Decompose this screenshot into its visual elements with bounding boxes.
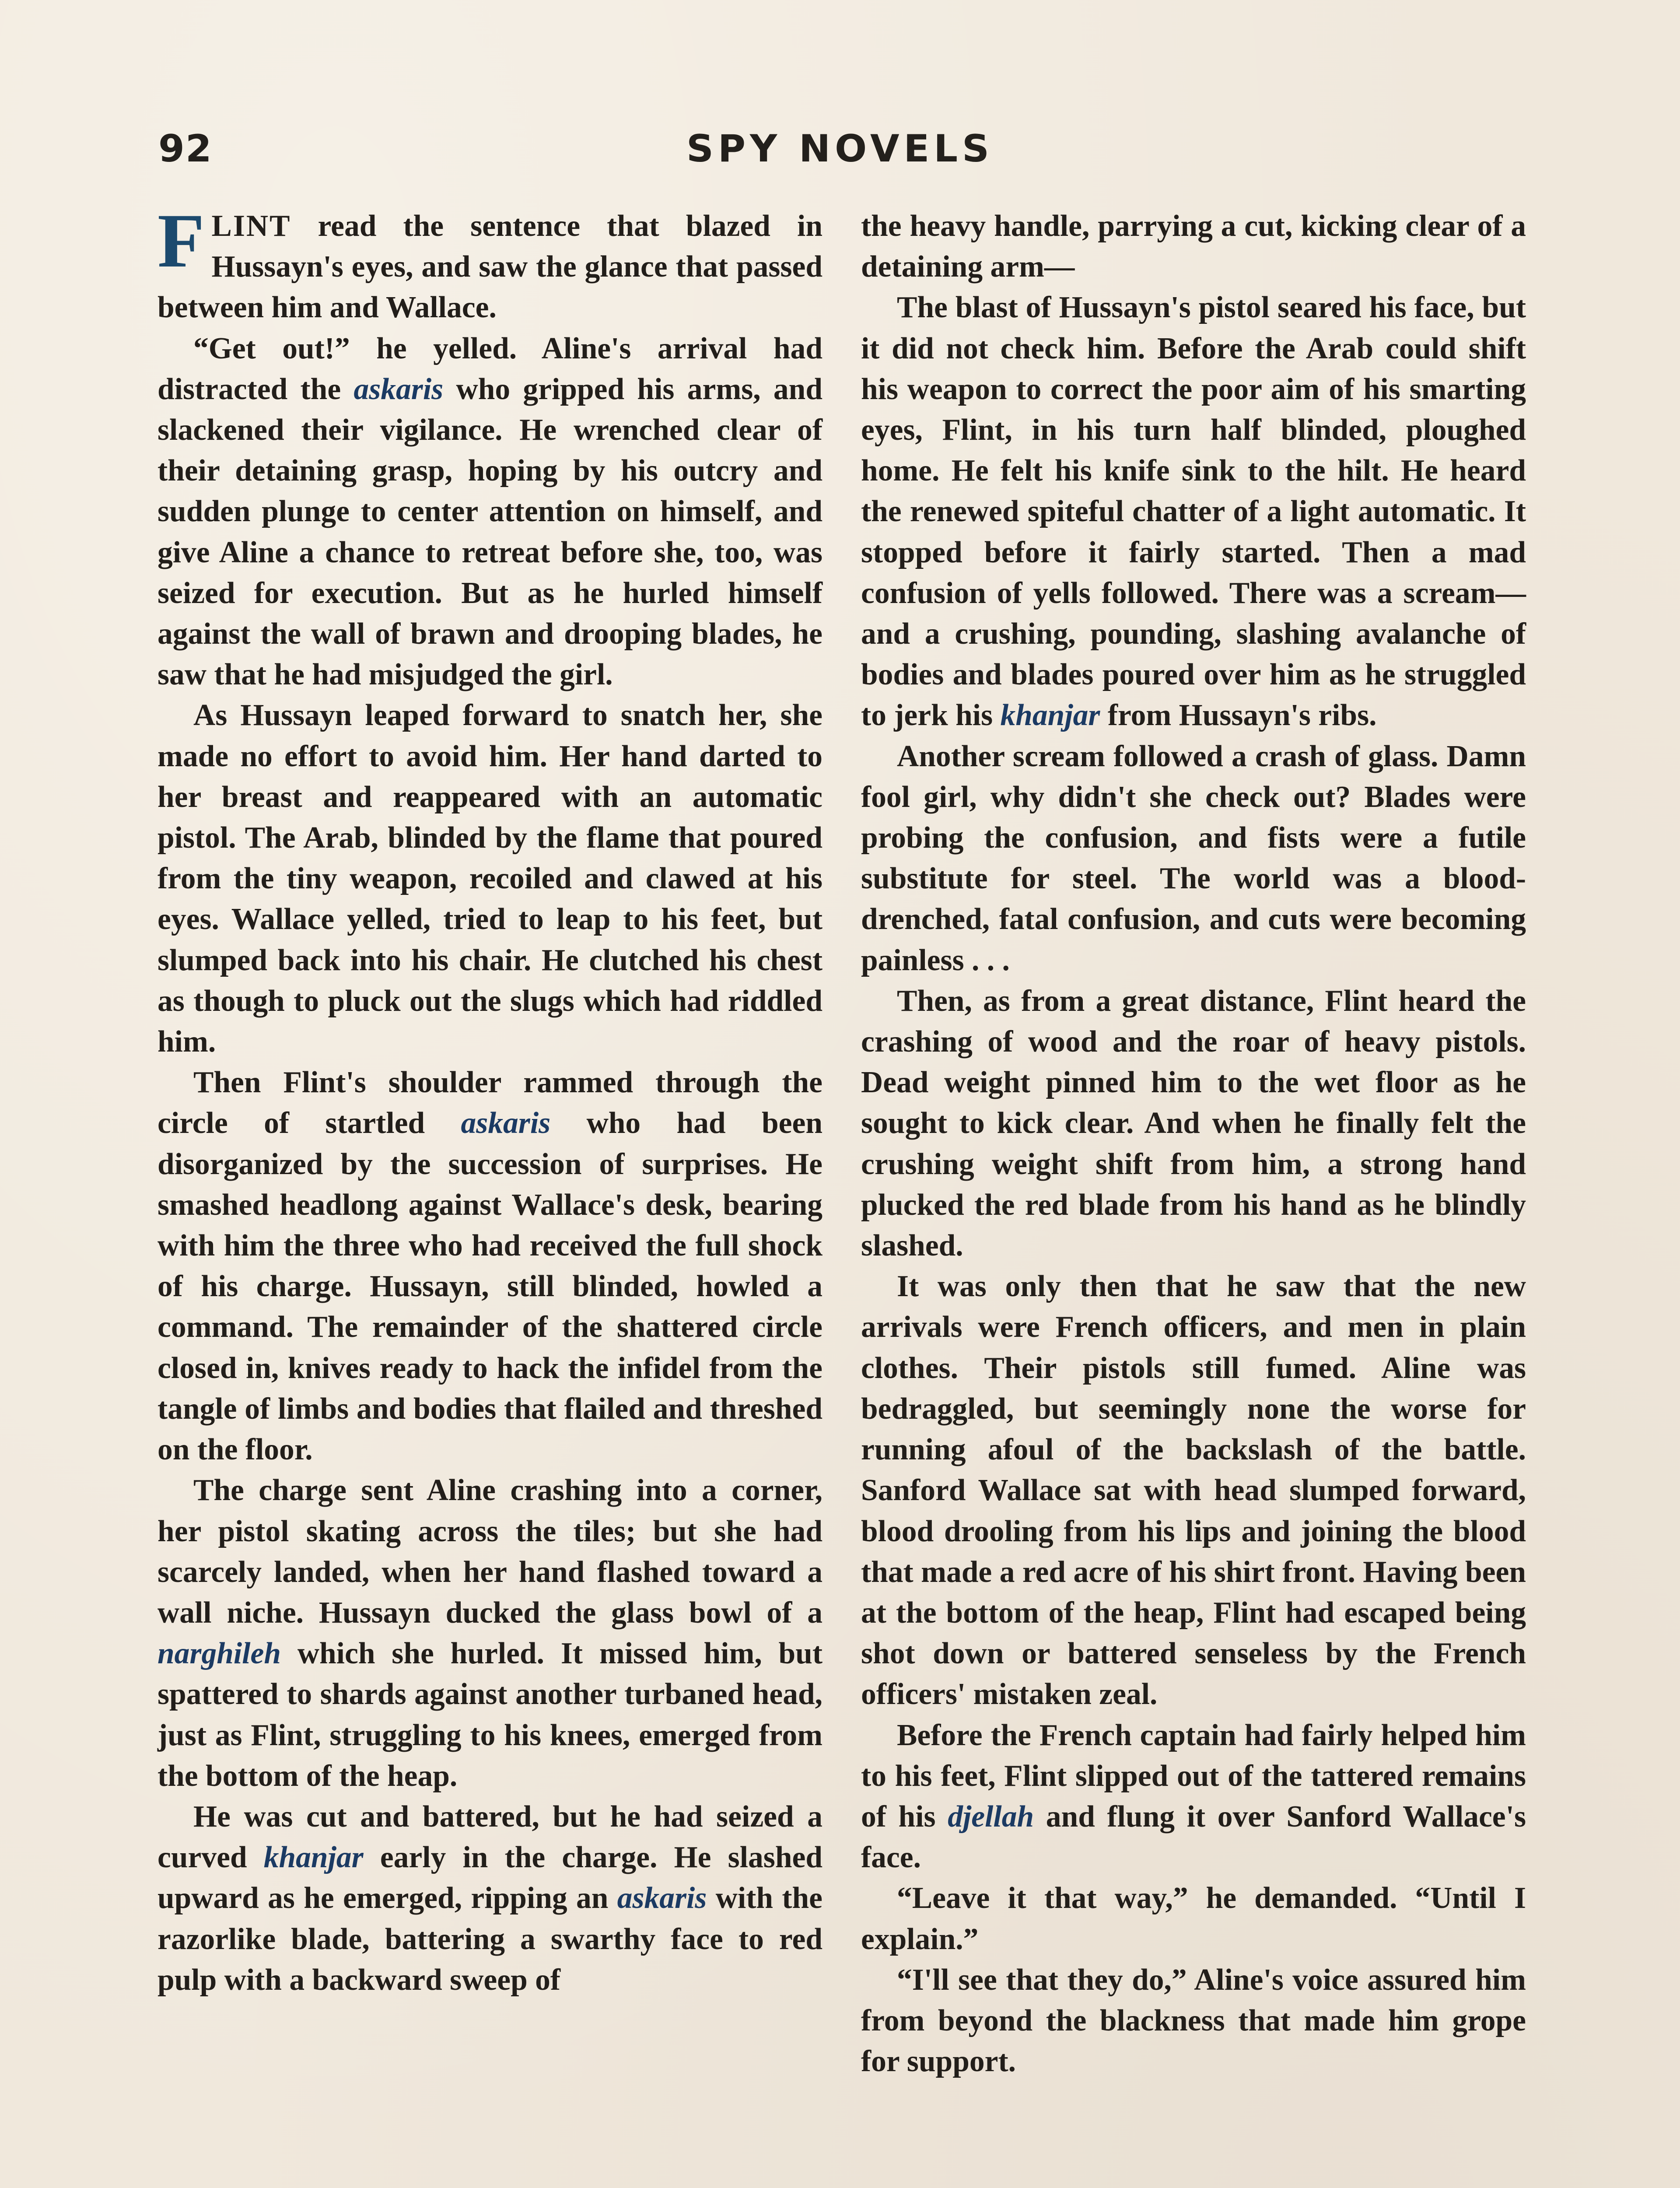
paragraph-text: Then Flint's shoulder rammed through the circle of startled — [158, 1066, 822, 1140]
paragraph — [861, 1715, 1526, 1878]
text-column-left — [158, 198, 822, 2000]
paragraph-text: which she hurled. It missed him, but spattered to shards against another turbaned head, just as Flint, struggling to his knees, emerged from the bottom of the heap. — [158, 1637, 822, 1793]
paragraph-text: with the razorlike blade, battering a swarthy face to red pulp with a backward sweep of — [158, 1881, 822, 1997]
paragraph — [158, 198, 822, 328]
italic-term: askaris — [354, 372, 444, 406]
paragraph-text: from Hussayn's ribs. — [1100, 698, 1377, 733]
paragraph-text: “Get out!” he yelled. Aline's arrival had distracted the — [158, 331, 822, 406]
paragraph-text: The blast of Hussayn's pistol seared his face, but it did not check him. Before the Arab could shift his weapon to correct the poor aim of his smarting eyes, Flint, in his turn half blinded, ploughed home. He felt his knife sink to the hilt. He heard the renewed spiteful chatter of a light automatic. It stopped before it fairly started. Then a mad confusion of yells followed. There was a scream—and a crushing, pounding, slashing avalanche of bodies and blades poured over him as he struggled to jerk his — [861, 291, 1526, 733]
page-header — [0, 127, 1680, 179]
paragraph — [158, 328, 822, 695]
paragraph — [158, 1062, 822, 1470]
opening-caps: LINT — [211, 209, 291, 243]
paragraph: “I'll see that they do,” Aline's voice assured him from beyond the blackness that made him grope for support. — [861, 1963, 1526, 2079]
paragraph-text: Before the French captain had fairly helped him to his feet, Flint slipped out of the tattered remains of his — [861, 1718, 1526, 1834]
paragraph-text: The charge sent Aline crashing into a corner, her pistol skating across the tiles; but she had scarcely landed, when her hand flashed toward a wall niche. Hussayn ducked the glass bowl of a — [158, 1473, 822, 1630]
paragraph-text: read the sentence that blazed in Hussayn's eyes, and saw the glance that passed between him and Wallace. — [158, 209, 822, 325]
text-column-right — [861, 206, 1526, 2082]
paragraph: As Hussayn leaped forward to snatch her, she made no effort to avoid him. Her hand darted to her breast and reappeared with an automatic pistol. The Arab, blinded by the flame that poured from the tiny weapon, recoiled and clawed at his eyes. Wallace yelled, tried to leap to his feet, but slumped back into his chair. He clutched his chest as though to pluck out the slugs which had riddled him. — [158, 698, 822, 1059]
page-number: 92 — [158, 127, 213, 171]
paragraph-text: He was cut and battered, but he had seized a curved — [158, 1799, 822, 1875]
italic-term: khanjar — [263, 1841, 364, 1875]
paragraph-text: who gripped his arms, and slackened their vigilance. He wrenched clear of their detaining grasp, hoping by his outcry and sudden plunge to center attention on himself, and give Aline a chance to retreat before she, too, was seized for execution. But as he hurled himself against the wall of brawn and drooping blades, he saw that he had misjudged the girl. — [158, 372, 822, 692]
paragraph-text: who had been disorganized by the succession of surprises. He smashed headlong against Wallace's desk, bearing with him the three who had received the full shock of his charge. Hussayn, still blinded, howled a command. The remainder of the shattered circle closed in, knives ready to hack the infidel from the tangle of limbs and bodies that flailed and threshed on the floor. — [158, 1106, 822, 1467]
italic-term: khanjar — [1000, 698, 1100, 733]
paragraph-text: early in the charge. He slashed upward as he emerged, ripping an — [158, 1841, 822, 1915]
italic-term: askaris — [461, 1106, 551, 1140]
drop-cap: F — [158, 198, 205, 284]
paragraph — [158, 1470, 822, 1796]
paragraph — [861, 287, 1526, 736]
paragraph-text: and flung it over Sanford Wallace's face. — [861, 1799, 1526, 1875]
italic-term: djellah — [948, 1799, 1034, 1834]
italic-term: askaris — [617, 1881, 707, 1915]
paragraph — [158, 1796, 822, 2000]
paragraph: “Leave it that way,” he demanded. “Until I explain.” — [861, 1881, 1526, 1956]
running-title: SPY NOVELS — [686, 127, 994, 171]
paragraph: the heavy handle, parrying a cut, kicking clear of a detaining arm— — [861, 209, 1526, 284]
paragraph: Another scream followed a crash of glass. Damn fool girl, why didn't she check out? Blades were probing the confusion, and fists were a futile substitute for steel. The world was a blood-drenched, fatal confusion, and cuts were becoming painless . . . — [861, 739, 1526, 977]
paragraph: It was only then that he saw that the new arrivals were French officers, and men in plain clothes. Their pistols still fumed. Aline was bedraggled, but seemingly none the worse for running afoul of the backslash of the battle. Sanford Wallace sat with head slumped forward, blood drooling from his lips and joining the blood that made a red acre of his shirt front. Having been at the bottom of the heap, Flint had escaped being shot down or battered senseless by the French officers' mistaken zeal. — [861, 1269, 1526, 1711]
paragraph: Then, as from a great distance, Flint heard the crashing of wood and the roar of heavy pistols. Dead weight pinned him to the wet floor as he sought to kick clear. And when he finally felt the crushing weight shift from him, a strong hand plucked the red blade from his hand as he blindly slashed. — [861, 984, 1526, 1263]
italic-term: narghileh — [158, 1637, 281, 1671]
